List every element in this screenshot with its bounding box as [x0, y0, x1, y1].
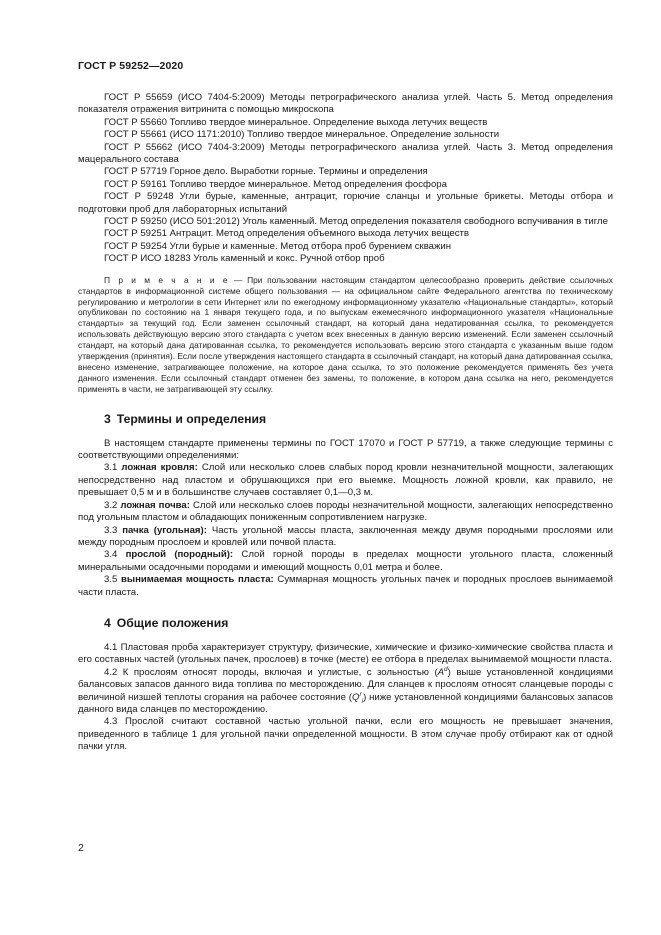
term-text: Суммарная мощность угольных пачек и породных прослоев вынимаемой части пласта. [78, 574, 613, 598]
page-number: 2 [78, 842, 84, 854]
reference-item: ГОСТ Р 55662 (ИСО 7404-3:2009) Методы петрографического анализа углей. Часть 3. Метод определения мацерального состава [78, 141, 613, 166]
term-definition [78, 525, 613, 550]
clause-4-1: 4.1 Пластовая проба характеризует структуру, физические, химические и физико-химические свойства пласта и его составных частей (угольных пачек, прослоев) в точке (месте) ее отбора в пределах вынимаемой мощности пласта. [78, 641, 613, 666]
reference-item: ГОСТ Р 59248 Угли бурые, каменные, антрацит, горючие сланцы и угольные брикеты. Методы отбора и подготовки проб для лабораторных испытаний [78, 191, 613, 215]
note-text: — При пользовании настоящим стандартом целесообразно проверить действие ссылочных стандартов в информационной системе общего пользования — на официальном сайте Федерального агентства по техническому регулированию и метрологии в сети Интернет или по ежегодному информационному указателю «Национальные стандарты», который опубликован по состоянию на 1 января текущего года, и по выпускам ежемесячного информационного указателя «Национальные стандарты» за текущий год. Если заменен ссылочный стандарт, на который дана недатированная ссылка, то рекомендуется использовать действующую версию этого стандарта с учетом всех внесенных в данную версию изменений. Если заменен ссылочный стандарт, на который дана датированная ссылка, то рекомендуется использовать версию этого стандарта с указанным выше годом утверждения (принятия). Если после утверждения настоящего стандарта в ссылочный стандарт, на который дана датированная ссылка, внесено изменение, затрагивающее положение, на которое дана ссылка, то это положение рекомендуется применять без учета данного изменения. Если ссылочный стандарт отменен без замены, то положение, в котором дана ссылка на него, рекомендуется применять в части, не затрагивающей эту ссылку. [78, 274, 613, 394]
reference-item: ГОСТ Р 57719 Горное дело. Выработки горные. Термины и определения [104, 166, 428, 178]
term-name: пачка (угольная): [122, 524, 207, 536]
note-label: П р и м е ч а н и е [104, 274, 230, 285]
term-number: 3.4 [104, 549, 118, 561]
reference-item: ГОСТ Р 55659 (ИСО 7404-5:2009) Методы петрографического анализа углей. Часть 5. Метод определения показателя отражения витринита с помощью микроскопа [78, 92, 613, 116]
reference-item: ГОСТ Р 59161 Топливо твердое минеральное. Метод определения фосфора [104, 178, 447, 190]
reference-item: ГОСТ Р 59250 (ИСО 501:2012) Уголь каменный. Метод определения показателя свободного вспучивания в тигле [104, 216, 608, 228]
term-number: 3.5 [104, 574, 118, 586]
term-definition [78, 462, 613, 499]
term-definition [78, 500, 613, 525]
section-title: Общие положения [116, 615, 229, 630]
section-3-heading [104, 412, 613, 426]
term-number: 3.1 [104, 462, 118, 474]
ash-symbol: $A^d$ [437, 665, 448, 678]
term-text: Слой горной породы в пределах мощности угольного пласта, сложенный минеральными осадочными породами и имеющий мощность 0,01 метра и более. [78, 549, 613, 573]
term-number: 3.2 [104, 499, 118, 511]
page-content [78, 92, 613, 754]
section-number: 4 [104, 615, 111, 630]
section-title: Термины и определения [116, 411, 267, 426]
term-name: ложная почва: [120, 499, 190, 511]
reference-item: ГОСТ Р ИСО 18283 Уголь каменный и кокс. Ручной отбор проб [104, 253, 385, 265]
heat-value-symbol: $Q^r_i$ [352, 690, 364, 705]
term-definition [78, 549, 613, 574]
note-paragraph [78, 275, 613, 395]
clause-4-2: 4.2 К прослоям относят породы, включая и углистые, с зольностью $(A^d)$ выше установленной кондициями балансовых запасов данного вида топлива по месторождению. Для сланцев к прослоям относят сланцевые породы с величиной низшей теплоты сгорания на рабочее состояние $(Q^r_i)$ ниже установленной кондициями балансовых запасов данного вида сланцев по месторождению. [78, 665, 613, 715]
reference-item: ГОСТ Р 59254 Угли бурые и каменные. Метод отбора проб бурением скважин [104, 240, 452, 252]
reference-item: ГОСТ Р 55660 Топливо твердое минеральное. Определение выхода летучих веществ [104, 116, 488, 128]
term-text: Слой или несколько слоев породы незначительной мощности, залегающих непосредственно под угольным пластом и обладающих пониженным сопротивлением нагрузке. [78, 499, 613, 524]
section-number: 3 [104, 411, 111, 426]
section-4-heading [104, 616, 613, 630]
term-name: прослой (породный): [125, 549, 234, 561]
page-header-standard-id: ГОСТ Р 59252—2020 [78, 60, 184, 72]
term-text: Часть угольной массы пласта, заключенная между двумя породными прослоями или между породным прослоем и кровлей или почвой пласта. [78, 524, 613, 548]
section-3-intro: В настоящем стандарте применены термины по ГОСТ 17070 и ГОСТ Р 57719, а также следующие термины с соответствующими определениями: [78, 437, 613, 462]
term-text: Слой или несколько слоев слабых пород кровли незначительной мощности, залегающих непосредственно над пластом и обрушающихся при его выемке. Мощность ложной кровли, как правило, не превышает 0,5 м и в большинстве случаев составляет 0,1—0,3 м. [78, 462, 613, 499]
term-name: ложная кровля: [121, 462, 198, 474]
term-definition [78, 574, 613, 599]
term-name: вынимаемая мощность пласта: [121, 574, 274, 586]
term-number: 3.3 [104, 524, 118, 536]
clause-4-3: 4.3 Прослой считают составной частью угольной пачки, если его мощность не превышает значения, приведенного в таблице 1 для угольной пачки определенной мощности. В этом случае пробу отбирают как от одной пачки угля. [78, 716, 613, 753]
reference-item: ГОСТ Р 59251 Антрацит. Метод определения объемного выхода летучих веществ [104, 228, 470, 240]
reference-item: ГОСТ Р 55661 (ИСО 1171:2010) Топливо твердое минеральное. Определение зольности [104, 129, 500, 141]
